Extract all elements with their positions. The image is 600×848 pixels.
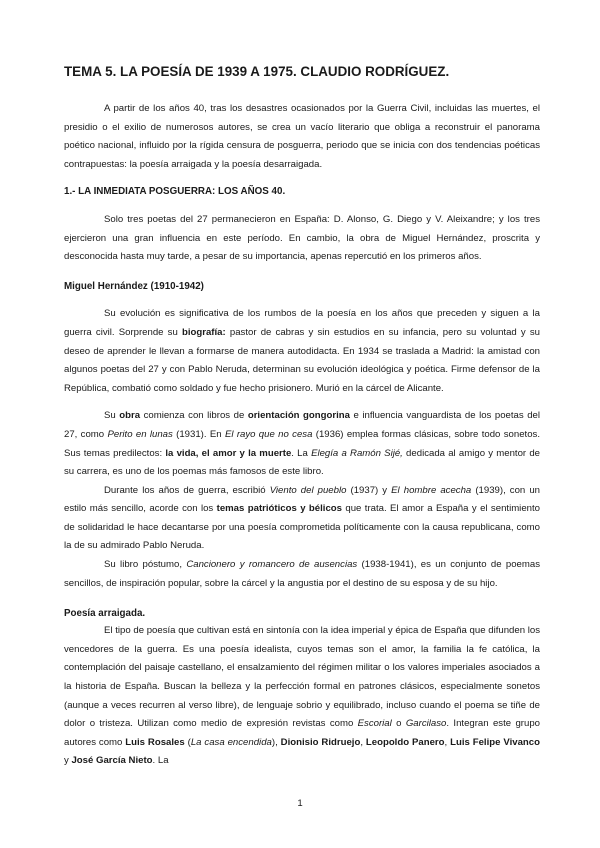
text-run: . La xyxy=(291,447,312,459)
section-heading-miguel-hernandez: Miguel Hernández (1910-1942) xyxy=(64,280,204,292)
text-run: Su evolución es significativa de los rumbos de la poesía en los años que preceden y siguen a la guerra civil. Sorprende su xyxy=(64,308,540,338)
miguel-obra-paragraph xyxy=(64,407,540,481)
text-run: pastor de cabras y sin estudios en su infancia, pero su voluntad y su deseo de aprender le llevan a formarse de manera autodidacta. En 1934 se traslada a Madrid: la amistad con algunos poetas del 27 y con Pablo Neruda, determinan su evolución ideológica y poética. Firme defensor de la República, combatió como soldado y fue hecho prisionero. Murió en la cárcel de Alicante. xyxy=(64,326,541,394)
text-run: que trata. El amor a España y el sentimiento de solidaridad le hace decantarse por una poesía comprometida políticamente con la causa republicana, como la de su admirado Pablo Neruda. xyxy=(64,503,540,552)
bold-text: Dionisio Ridruejo xyxy=(280,736,361,748)
bold-text: Luis Felipe Vivanco xyxy=(450,736,540,748)
bold-text: José García Nieto xyxy=(71,755,153,767)
text-run: (1939), con un estilo más sencillo, acorde con los xyxy=(64,484,540,515)
text-run: o xyxy=(391,718,406,730)
text-run: e influencia vanguardista de los poetas del 27, como xyxy=(64,410,540,440)
section-heading-posguerra: 1.- LA INMEDIATA POSGUERRA: LOS AÑOS 40. xyxy=(64,186,286,198)
text-run: ), xyxy=(271,736,281,748)
text-run: (1931). En xyxy=(172,428,225,440)
italic-title: Elegía a Ramón Sijé, xyxy=(311,447,403,459)
miguel-biography-paragraph xyxy=(64,305,540,398)
text-run: (1938-1941), es un conjunto de poemas sencillos, de inspiración popular, sobre la cárcel y la angustia por el destino de su esposa y de su hijo. xyxy=(64,559,540,589)
italic-title: Cancionero y romancero de ausencias xyxy=(186,559,358,571)
page-number: 1 xyxy=(297,798,303,809)
intro-paragraph: A partir de los años 40, tras los desastres ocasionados por la Guerra Civil, incluidas las muertes, el presidio o el exilio de numerosos autores, se crea un vacío literario que obliga a reconstruir el panorama poético nacional, influido por la rígida censura de posguerra, periodo que se inicia con dos tendencias poéticas contrapuestas: la poesía arraigada y la poesía desarraigada. xyxy=(64,103,540,170)
posguerra-paragraph: Solo tres poetas del 27 permanecieron en España: D. Alonso, G. Diego y V. Aleixandre; y los tres ejercieron una gran influencia en este período. En cambio, la obra de Miguel Hernández, proscrita y desconocida hasta muy tarde, a pesar de su importancia, apenas repercutió en los primeros años. xyxy=(64,213,540,263)
italic-title: El rayo que no cesa xyxy=(224,428,313,440)
text-run: Su xyxy=(104,410,120,422)
italic-title: La casa encendida xyxy=(190,736,272,748)
bold-text: biografía: xyxy=(181,326,226,338)
bold-text: Luis Rosales xyxy=(125,736,185,748)
text-run: (1936) emplea formas clásicas, sobre todo sonetos. Sus temas predilectos: xyxy=(64,428,540,459)
italic-title: Perito en lunas xyxy=(107,428,173,440)
bold-text: obra xyxy=(119,410,141,422)
bold-text: la vida, el amor y la muerte xyxy=(165,447,292,459)
bold-text: Leopoldo Panero xyxy=(365,736,445,748)
miguel-postumo-paragraph xyxy=(64,556,540,593)
text-run: . Integran este grupo autores como xyxy=(64,718,540,748)
bold-text: orientación gongorina xyxy=(247,410,350,422)
text-run: . La xyxy=(152,755,169,767)
text-run: , xyxy=(360,736,366,748)
text-run: comienza con libros de xyxy=(140,410,248,422)
section-heading-poesia-arraigada: Poesía arraigada. xyxy=(64,608,146,620)
text-run: dedicada al amigo y mentor de su carrera, es uno de los poemas más famosos de este libro. xyxy=(64,447,540,478)
text-run: Durante los años de guerra, escribió xyxy=(104,484,270,496)
text-run: El tipo de poesía que cultivan está en sintonía con la idea imperial y épica de España que difunden los vencedores de la guerra. Es una poesía idealista, cuyos temas son el amor, la familia la fe católica, la contemplación del paisaje castellano, el ensalzamiento del régimen militar o los valores imperiales asociados a la historia de España. Buscan la belleza y la perfección formal en patrones clásicos, especialmente sonetos (aunque a veces recurren al verso libre), de lenguaje sobrio y equilibrado, incluso cuando el poema se tiñe de dolor o tristeza. Utilizan como medio de expresión revistas como xyxy=(64,625,540,730)
italic-title: El hombre acecha xyxy=(391,484,472,496)
miguel-guerra-paragraph xyxy=(64,482,540,556)
text-run: ( xyxy=(184,736,191,748)
text-run: Su libro póstumo, xyxy=(104,559,187,571)
text-run: , xyxy=(444,736,451,748)
document-body xyxy=(64,100,540,771)
italic-title: Viento del pueblo xyxy=(269,484,347,496)
text-run: (1937) y xyxy=(346,484,392,496)
bold-text: temas patrióticos y bélicos xyxy=(216,503,342,515)
arraigada-paragraph xyxy=(64,622,540,771)
italic-title: Escorial xyxy=(357,718,392,730)
italic-title: Garcilaso xyxy=(405,718,447,730)
page-title: TEMA 5. LA POESÍA DE 1939 A 1975. CLAUDIO RODRÍGUEZ. xyxy=(64,64,450,79)
text-run: y xyxy=(64,755,72,767)
